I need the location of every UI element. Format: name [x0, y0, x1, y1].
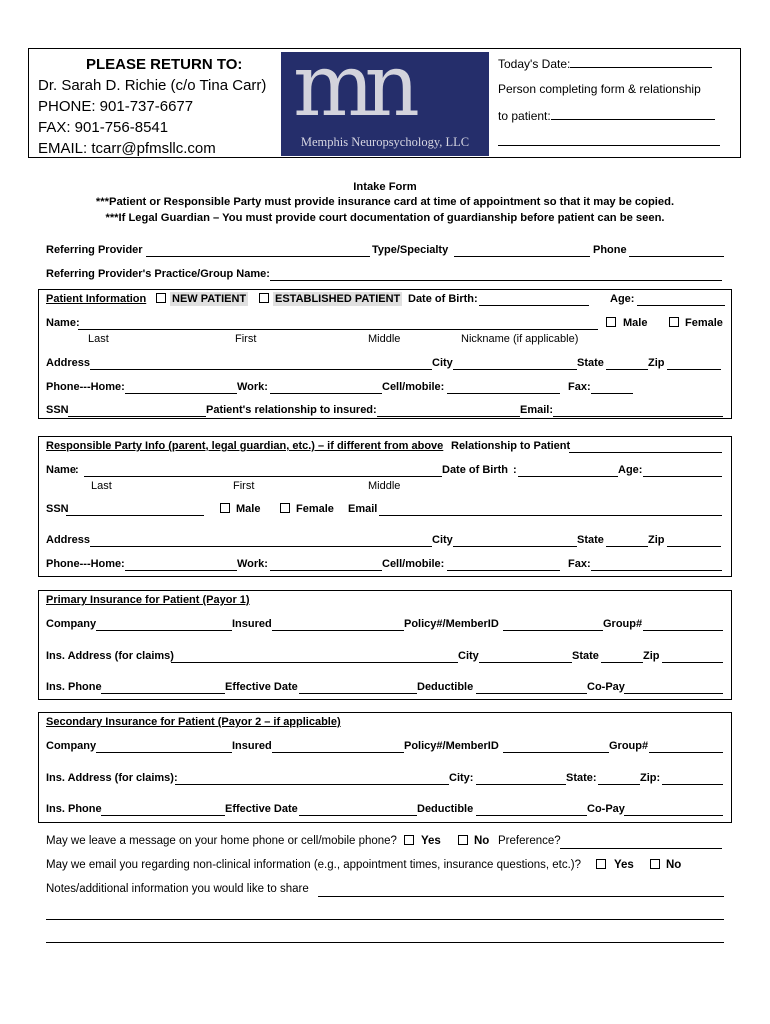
- practice-row: [46, 268, 736, 282]
- preference-label: Preference?: [498, 835, 561, 847]
- established-patient-label: ESTABLISHED PATIENT: [275, 293, 401, 305]
- relationship-field[interactable]: [551, 108, 715, 120]
- secondary-phone-label: Ins. Phone: [46, 803, 102, 815]
- notice-guardian: ***If Legal Guardian – You must provide court documentation of guardianship before patient can be seen.: [105, 212, 665, 224]
- secondary-effective-label: Effective Date: [225, 803, 298, 815]
- primary-copay-field[interactable]: [624, 693, 723, 694]
- responsible-dob-label: Date of Birth: [442, 464, 508, 476]
- patient-name-field[interactable]: [78, 329, 598, 330]
- responsible-first-caption: First: [233, 480, 255, 492]
- secondary-insured-field[interactable]: [272, 752, 404, 753]
- patient-address-label: Address: [46, 357, 91, 369]
- notes-label: Notes/additional information you would like to share: [46, 883, 309, 895]
- patient-email-field[interactable]: [553, 416, 723, 417]
- patient-cell-field[interactable]: [447, 393, 560, 394]
- patient-work-label: Work:: [237, 381, 268, 393]
- secondary-phone-field[interactable]: [101, 815, 225, 816]
- responsible-last-caption: Last: [91, 480, 112, 492]
- primary-zip-label: Zip: [643, 650, 660, 662]
- responsible-email-field[interactable]: [379, 515, 722, 516]
- responsible-relationship-label: Relationship to Patient: [451, 440, 571, 452]
- primary-policy-field[interactable]: [503, 630, 603, 631]
- secondary-copay-label: Co-Pay: [587, 803, 625, 815]
- responsible-work-label: Work:: [237, 558, 268, 570]
- company-logo: [281, 36, 489, 156]
- patient-info-heading: Patient Information: [46, 293, 147, 305]
- patient-last-caption: Last: [88, 333, 109, 345]
- responsible-work-field[interactable]: [270, 570, 382, 571]
- primary-effective-field[interactable]: [299, 693, 417, 694]
- person-completing-label: Person completing form & relationship: [498, 82, 701, 96]
- responsible-fax-label: Fax:: [568, 558, 591, 570]
- responsible-dob-field[interactable]: [518, 476, 618, 477]
- patient-name-label: Name:: [46, 317, 80, 329]
- footer-questions: [46, 835, 736, 955]
- return-to-block: [38, 54, 266, 159]
- patient-info-content: [46, 293, 736, 417]
- responsible-cell-field[interactable]: [447, 570, 560, 571]
- responsible-fax-field[interactable]: [591, 570, 722, 571]
- primary-copay-label: Co-Pay: [587, 681, 625, 693]
- secondary-city-field[interactable]: [476, 784, 566, 785]
- responsible-heading: Responsible Party Info (parent, legal guardian, etc.) – if different from above: [46, 440, 444, 452]
- primary-state-label: State: [572, 650, 599, 662]
- responsible-email-label: Email: [348, 503, 378, 515]
- notes-field-3[interactable]: [46, 942, 724, 943]
- responsible-name-field[interactable]: [84, 476, 442, 477]
- primary-address-field[interactable]: [171, 662, 458, 663]
- secondary-deductible-field[interactable]: [476, 815, 587, 816]
- secondary-policy-label: Policy#/MemberID: [404, 740, 499, 752]
- preference-field[interactable]: [560, 848, 722, 849]
- patient-female-label: Female: [685, 317, 723, 329]
- secondary-address-field[interactable]: [175, 784, 449, 785]
- primary-city-field[interactable]: [479, 662, 572, 663]
- patient-relationship-field[interactable]: [377, 416, 520, 417]
- patient-age-field[interactable]: [637, 305, 725, 306]
- responsible-female-checkbox[interactable]: [280, 503, 290, 513]
- notes-field-2[interactable]: [46, 919, 724, 920]
- patient-nickname-caption: Nickname (if applicable): [461, 333, 579, 345]
- referring-row: [46, 244, 736, 258]
- new-patient-label: NEW PATIENT: [172, 293, 247, 305]
- responsible-zip-label: Zip: [648, 534, 665, 546]
- responsible-city-label: City: [432, 534, 453, 546]
- secondary-heading: Secondary Insurance for Patient (Payor 2 – if applicable): [46, 716, 341, 728]
- secondary-insured-label: Insured: [232, 740, 272, 752]
- responsible-name-label: Name: [46, 464, 76, 476]
- email-yes-checkbox[interactable]: [596, 859, 606, 869]
- primary-state-field[interactable]: [601, 662, 643, 663]
- patient-male-checkbox[interactable]: [606, 317, 616, 327]
- responsible-age-label: Age:: [618, 464, 643, 476]
- patient-ssn-label: SSN: [46, 404, 69, 416]
- secondary-insurance-content: [46, 716, 736, 821]
- patient-dob-field[interactable]: [479, 305, 589, 306]
- responsible-male-label: Male: [236, 503, 261, 515]
- patient-home-phone-field[interactable]: [125, 393, 237, 394]
- patient-city-field[interactable]: [453, 369, 577, 370]
- new-patient-checkbox[interactable]: [156, 293, 166, 303]
- message-no-label: No: [474, 835, 490, 847]
- primary-zip-field[interactable]: [662, 662, 723, 663]
- message-yes-checkbox[interactable]: [404, 835, 414, 845]
- patient-zip-field[interactable]: [667, 369, 721, 370]
- responsible-male-checkbox[interactable]: [220, 503, 230, 513]
- primary-phone-label: Ins. Phone: [46, 681, 102, 693]
- responsible-city-field[interactable]: [453, 546, 577, 547]
- responsible-address-field[interactable]: [90, 546, 432, 547]
- primary-group-field[interactable]: [643, 630, 723, 631]
- patient-zip-label: Zip: [648, 357, 665, 369]
- patient-home-phone-label: Phone---Home:: [46, 381, 125, 393]
- primary-heading: Primary Insurance for Patient (Payor 1): [46, 594, 250, 606]
- patient-cell-label: Cell/mobile:: [382, 381, 445, 393]
- secondary-effective-field[interactable]: [299, 815, 417, 816]
- primary-insurance-content: [46, 594, 736, 698]
- message-no-checkbox[interactable]: [458, 835, 468, 845]
- patient-male-label: Male: [623, 317, 648, 329]
- return-to-fax: FAX: 901-756-8541: [38, 119, 169, 136]
- responsible-middle-caption: Middle: [368, 480, 401, 492]
- logo-letters: mn: [293, 36, 410, 136]
- primary-policy-label: Policy#/MemberID: [404, 618, 499, 630]
- email-yes-label: Yes: [614, 859, 634, 871]
- primary-phone-field[interactable]: [101, 693, 225, 694]
- primary-company-field[interactable]: [96, 630, 232, 631]
- responsible-address-label: Address: [46, 534, 91, 546]
- todays-date-field[interactable]: [570, 56, 712, 68]
- responsible-state-field[interactable]: [606, 546, 648, 547]
- secondary-deductible-label: Deductible: [417, 803, 474, 815]
- patient-relationship-label: Patient's relationship to insured:: [206, 404, 377, 416]
- patient-middle-caption: Middle: [368, 333, 401, 345]
- secondary-company-label: Company: [46, 740, 97, 752]
- patient-work-field[interactable]: [270, 393, 382, 394]
- return-to-title: PLEASE RETURN TO:: [86, 56, 243, 73]
- notes-field-1[interactable]: [318, 896, 724, 897]
- primary-deductible-field[interactable]: [476, 693, 587, 694]
- patient-fax-label: Fax:: [568, 381, 591, 393]
- return-to-email: EMAIL: tcarr@pfmsllc.com: [38, 140, 216, 157]
- responsible-female-label: Female: [296, 503, 334, 515]
- responsible-party-content: Responsible Party Info (parent, legal guardian, etc.) – if different from above Relationship to Patient Name : Date of Birth : Age: Last First Middle SSN Male Female Email Address City State Zip Phone---Home : Work: Cell/mobile: Fax:: [46, 440, 736, 575]
- primary-address-label: Ins. Address (for claims): [46, 650, 174, 662]
- to-patient-label: to patient:: [498, 109, 551, 123]
- secondary-city-label: City:: [449, 772, 474, 784]
- relationship-field-2[interactable]: [498, 134, 720, 146]
- referring-provider-label: Referring Provider: [46, 244, 143, 256]
- patient-email-label: Email:: [520, 404, 554, 416]
- practice-field[interactable]: [270, 280, 722, 281]
- patient-state-label: State: [577, 357, 604, 369]
- secondary-address-label: Ins. Address (for claims):: [46, 772, 178, 784]
- patient-age-label: Age:: [610, 293, 635, 305]
- todays-date-label: Today's Date:: [498, 57, 571, 71]
- secondary-state-field[interactable]: [598, 784, 640, 785]
- responsible-home-phone-label: Phone---Home: [46, 558, 122, 570]
- responsible-ssn-label: SSN: [46, 503, 69, 515]
- return-to-phone: PHONE: 901-737-6677: [38, 98, 194, 115]
- responsible-relationship-field[interactable]: [569, 452, 722, 453]
- patient-state-field[interactable]: [606, 369, 648, 370]
- secondary-copay-field[interactable]: [624, 815, 723, 816]
- specialty-field[interactable]: [454, 256, 590, 257]
- responsible-zip-field[interactable]: [667, 546, 721, 547]
- referring-provider-field[interactable]: [146, 256, 370, 257]
- primary-deductible-label: Deductible: [417, 681, 474, 693]
- patient-city-label: City: [432, 357, 453, 369]
- responsible-cell-label: Cell/mobile:: [382, 558, 445, 570]
- responsible-ssn-field[interactable]: [66, 515, 204, 516]
- secondary-zip-field[interactable]: [662, 784, 723, 785]
- referring-phone-label: Phone: [593, 244, 627, 256]
- specialty-label: Type/Specialty: [372, 244, 449, 256]
- established-patient-checkbox[interactable]: [259, 293, 269, 303]
- primary-insured-label: Insured: [232, 618, 272, 630]
- email-no-label: No: [666, 859, 682, 871]
- secondary-company-field[interactable]: [96, 752, 232, 753]
- email-question: May we email you regarding non-clinical information (e.g., appointment times, insurance questions, etc.)?: [46, 859, 582, 871]
- message-yes-label: Yes: [421, 835, 441, 847]
- secondary-policy-field[interactable]: [503, 752, 609, 753]
- primary-group-label: Group#: [603, 618, 643, 630]
- patient-first-caption: First: [235, 333, 257, 345]
- patient-address-field[interactable]: [90, 369, 432, 370]
- referring-phone-field[interactable]: [629, 256, 724, 257]
- primary-city-label: City: [458, 650, 479, 662]
- responsible-age-field[interactable]: [643, 476, 722, 477]
- form-title: Intake Form: [353, 181, 417, 193]
- email-no-checkbox[interactable]: [650, 859, 660, 869]
- secondary-group-field[interactable]: [649, 752, 723, 753]
- responsible-state-label: State: [577, 534, 604, 546]
- primary-insured-field[interactable]: [272, 630, 404, 631]
- responsible-home-phone-field[interactable]: [125, 570, 237, 571]
- patient-female-checkbox[interactable]: [669, 317, 679, 327]
- patient-ssn-field[interactable]: [68, 416, 206, 417]
- primary-effective-label: Effective Date: [225, 681, 298, 693]
- logo-company-name: Memphis Neuropsychology, LLC: [300, 135, 470, 149]
- primary-company-label: Company: [46, 618, 97, 630]
- return-to-name: Dr. Sarah D. Richie (c/o Tina Carr): [38, 77, 267, 94]
- secondary-state-label: State:: [566, 772, 597, 784]
- patient-fax-field[interactable]: [591, 393, 633, 394]
- secondary-zip-label: Zip:: [640, 772, 661, 784]
- patient-dob-label: Date of Birth:: [408, 293, 478, 305]
- message-question: May we leave a message on your home phone or cell/mobile phone?: [46, 835, 397, 847]
- practice-label: Referring Provider's Practice/Group Name:: [46, 268, 270, 280]
- secondary-group-label: Group#: [609, 740, 649, 752]
- notice-insurance: ***Patient or Responsible Party must provide insurance card at time of appointment so that it may be copied.: [95, 196, 675, 208]
